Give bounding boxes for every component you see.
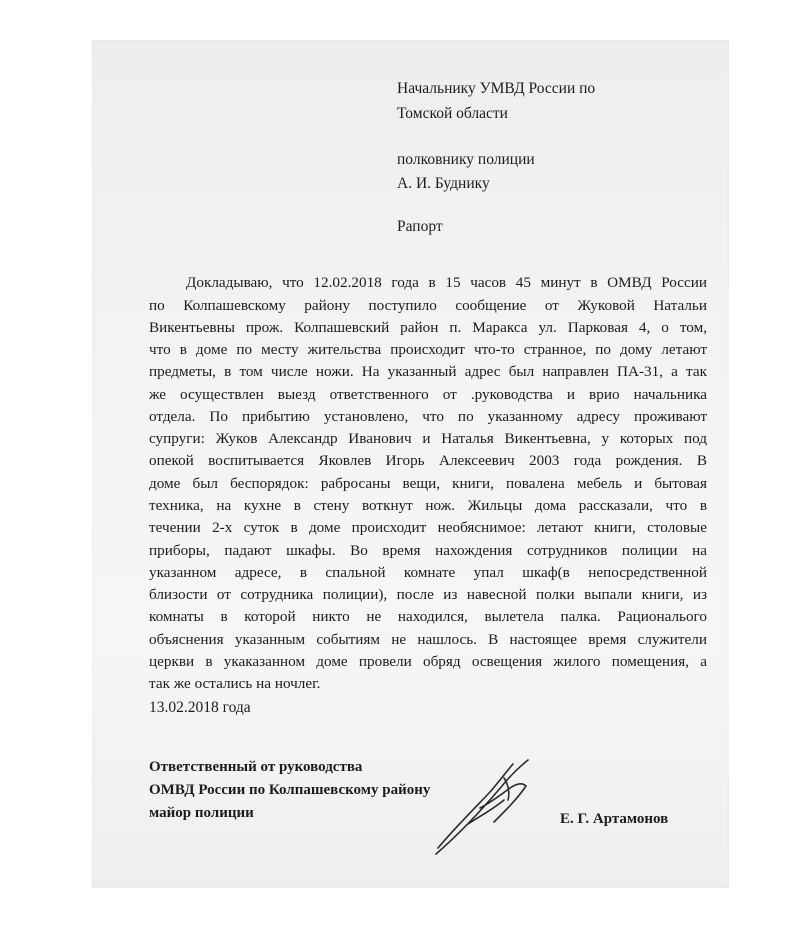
body-line: так же остались на ночлег. — [149, 675, 321, 693]
report-date: 13.02.2018 года — [149, 699, 251, 716]
addressee-line-2: Томской области — [397, 105, 508, 122]
signer-role-line-3: майор полиции — [149, 805, 254, 821]
body-line: супруги: Жуков Александр Иванович и Наталья Викентьевна, у которых под — [149, 430, 707, 448]
addressee-line-4: А. И. Буднику — [397, 175, 490, 192]
body-line: опекой воспитывается Яковлев Игорь Алексеевич 2003 года рождения. В — [149, 452, 707, 470]
body-line: комнаты в которой никто не находился, вылетела палка. Рациональого — [149, 608, 707, 626]
signer-role-line-1: Ответственный от руководства — [149, 759, 363, 775]
body-line: объяснения указанным событиям не нашлось. В настоящее время служители — [149, 631, 707, 649]
body-line: церкви в укаказанном доме провели обряд освещения жилого помещения, а — [149, 653, 707, 671]
signature-stroke — [438, 764, 513, 848]
body-line: приборы, падают шкафы. Во время нахождения сотрудников полиции на — [149, 542, 707, 560]
addressee-line-1: Начальнику УМВД России по — [397, 80, 596, 97]
body-line: по Колпашевскому району поступило сообщение от Жуковой Натальи — [149, 297, 707, 315]
signer-name: Е. Г. Артамонов — [560, 811, 669, 827]
body-line: Докладываю, что 12.02.2018 года в 15 часов 45 минут в ОМВД России — [186, 274, 707, 292]
body-line: Викентьевны прож. Колпашевский район п. Маракса ул. Парковая 4, о том, — [149, 319, 707, 337]
body-line: близости от сотрудника полиции), после из навесной полки выпали книги, из — [149, 586, 707, 604]
signature-stroke — [504, 778, 509, 800]
body-line: указанном адресе, в спальной комнате упал шкаф(в непосредственной — [149, 564, 707, 582]
body-line: что в доме по месту жительства происходит что-то странное, по дому летают — [149, 341, 707, 359]
body-line: течении 2-х суток в доме происходит необяснимое: летают книги, столовые — [149, 519, 707, 537]
body-line: же осуществлен выезд ответственного от .руководства и врио начальника — [149, 386, 707, 404]
signer-role-line-2: ОМВД России по Колпашевскому району — [149, 782, 431, 798]
body-line: отдела. По прибытию установлено, что по указанному адресу проживают — [149, 408, 707, 426]
body-line: техника, на кухне в стену воткнут нож. Жильцы дома рассказали, что в — [149, 497, 707, 515]
body-line: предметы, в том числе ножи. На указанный адрес был направлен ПА-31, а так — [149, 363, 707, 381]
body-line: доме был беспорядок: рабросаны вещи, книги, повалена мебель и бытовая — [149, 475, 707, 493]
document-title: Рапорт — [397, 218, 443, 235]
handwritten-signature — [418, 750, 538, 860]
addressee-line-3: полковнику полиции — [397, 151, 535, 168]
